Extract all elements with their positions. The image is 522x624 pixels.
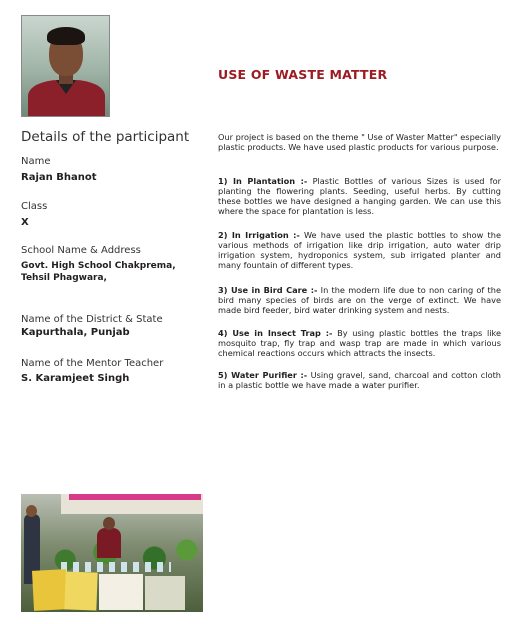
exhibit-photo bbox=[21, 494, 203, 612]
section-heading: 4) Use in Insect Trap :- bbox=[218, 328, 333, 338]
section-plantation bbox=[218, 176, 501, 216]
section-bird-care bbox=[218, 285, 501, 315]
name-label: Name bbox=[21, 156, 51, 167]
mentor-value: S. Karamjeet Singh bbox=[21, 373, 130, 384]
intro-paragraph: Our project is based on the theme " Use of Waster Matter" especially plastic products. We have used plastic products for various purpose. bbox=[218, 132, 501, 152]
section-text: We have used the plastic bottles to show the various methods of irrigation like drip irrigation, auto water drip irrigation system, hydroponics system, sub irrigated planter and many fountain of different types. bbox=[218, 230, 501, 270]
school-line-2: Tehsil Phagwara, bbox=[21, 273, 107, 283]
section-text: Using gravel, sand, charcoal and cotton cloth in a plastic bottle we have made a water purifier. bbox=[218, 370, 501, 390]
district-label: Name of the District & State bbox=[21, 314, 163, 325]
details-heading: Details of the participant bbox=[21, 129, 190, 145]
school-label: School Name & Address bbox=[21, 245, 141, 256]
section-heading: 5) Water Purifier :- bbox=[218, 370, 308, 380]
section-insect-trap bbox=[218, 328, 501, 358]
section-heading: 3) Use in Bird Care :- bbox=[218, 285, 318, 295]
mentor-label: Name of the Mentor Teacher bbox=[21, 358, 164, 369]
section-irrigation bbox=[218, 230, 501, 270]
school-line-1: Govt. High School Chakprema, bbox=[21, 261, 176, 271]
section-text: In the modern life due to non caring of the bird many species of birds are on the verge of extinct. We have made bird feeder, bird water drinking system and nests. bbox=[218, 285, 501, 315]
participant-photo bbox=[21, 15, 110, 117]
name-value: Rajan Bhanot bbox=[21, 172, 97, 183]
page-title: USE OF WASTE MATTER bbox=[218, 67, 388, 82]
district-value: Kapurthala, Punjab bbox=[21, 327, 130, 338]
section-heading: 2) In Irrigation :- bbox=[218, 230, 300, 240]
section-text: By using plastic bottles the traps like mosquito trap, fly trap and wasp trap are made in which various chemical reactions occurs which attracts the insects. bbox=[218, 328, 501, 358]
section-text: Plastic Bottles of various Sizes is used for planting the flowering plants. Seeding, useful herbs. By cutting these bottles we have designed a hanging garden. We can use this where the space for plantation is less. bbox=[218, 176, 501, 216]
section-heading: 1) In Plantation :- bbox=[218, 176, 308, 186]
section-water-purifier bbox=[218, 370, 501, 390]
class-value: X bbox=[21, 217, 29, 228]
class-label: Class bbox=[21, 201, 48, 212]
